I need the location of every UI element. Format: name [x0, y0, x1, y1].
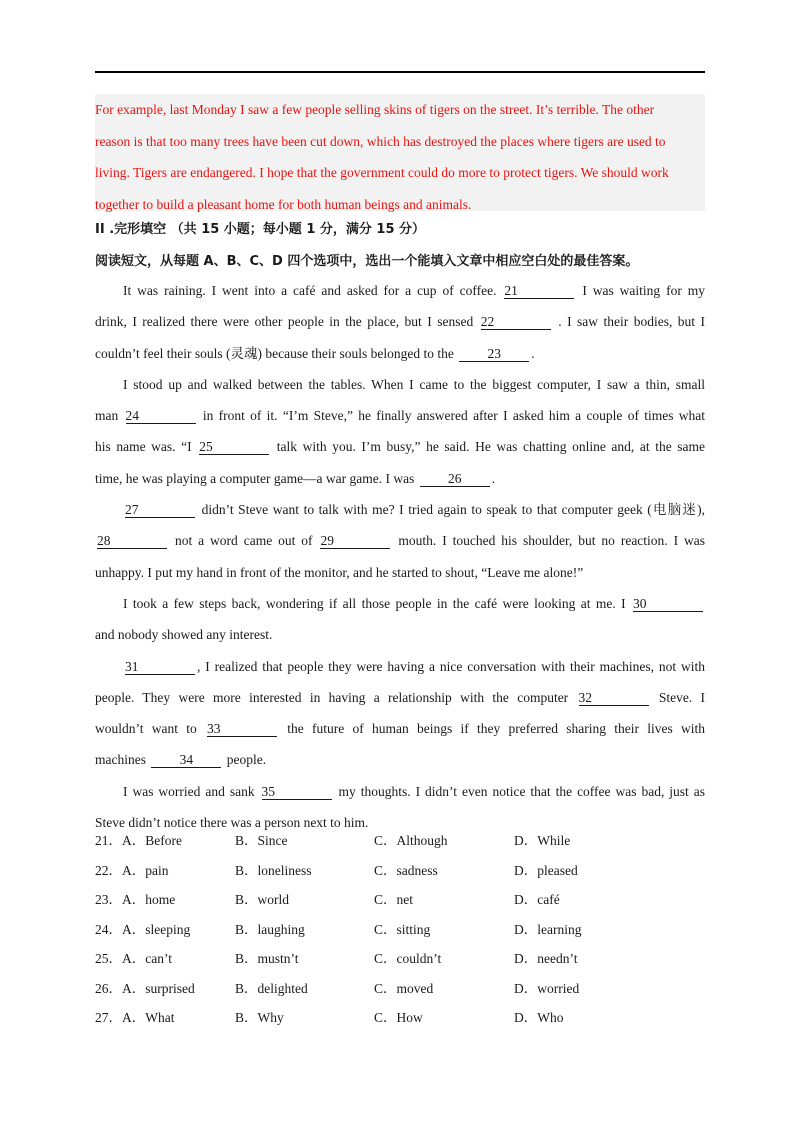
option-a: 22．A．pain — [95, 862, 169, 878]
answer-line-4: together to build a pleasant home for both human beings and animals. — [95, 196, 472, 212]
option-d: D．café — [514, 892, 560, 907]
option-b: B．Since — [235, 833, 288, 848]
passage-text: the future of human beings if they preferred sharing their lives with — [287, 721, 706, 737]
passage-text: his name was. “I — [95, 439, 192, 455]
passage-text: . — [531, 345, 535, 361]
blank-35: 35 — [262, 784, 332, 800]
option-d: D．Who — [514, 1010, 564, 1025]
section-title: II .完形填空 （共 15 小题；每小题 1 分，满分 15 分） — [95, 222, 426, 237]
option-a: 23．A．home — [95, 892, 176, 907]
passage-text: didn’t Steve want to talk with me? I tried again to speak to that computer geek (电脑迷), — [201, 502, 706, 518]
passage-text: people. They were more interested in having a relationship with the computer — [95, 689, 569, 705]
option-c: C．moved — [374, 980, 434, 996]
option-b: B．loneliness — [235, 862, 312, 878]
blank-30: 30 — [633, 596, 703, 612]
answer-line-3: living. Tigers are endangered. I hope that the government could do more to protect tigers. We should work — [95, 165, 669, 180]
passage-line — [95, 275, 705, 306]
instruction: 阅读短文，从每题 A、B、C、D 四个选项中，选出一个能填入文章中相应空白处的最佳答案。 — [95, 254, 639, 269]
question-row — [95, 944, 705, 974]
question-row — [95, 974, 705, 1004]
passage-text: I was worried and sank — [123, 783, 255, 799]
passage-line — [95, 431, 705, 462]
passage-text: I stood up and walked between the tables. When I came to the biggest computer, I saw a thin, small — [123, 376, 705, 392]
option-c: C．sitting — [374, 921, 431, 937]
blank-26: 26 — [420, 471, 490, 487]
blank-29: 29 — [320, 533, 390, 549]
passage-text: in front of it. “I’m Steve,” he finally answered after I asked him a couple of times what — [202, 408, 706, 424]
passage-line — [95, 306, 705, 337]
blank-27: 27 — [125, 502, 195, 518]
option-d: D．worried — [514, 980, 580, 996]
passage-text: people. — [226, 752, 267, 768]
sample-answer-box — [95, 94, 705, 211]
option-d: D．pleased — [514, 862, 578, 878]
option-b: B．mustn’t — [235, 951, 299, 966]
passage-line — [95, 463, 705, 494]
passage-text: talk with you. I’m busy,” he said. He was chatting online and, at the same — [276, 439, 706, 455]
passage-text: couldn’t feel their souls (灵魂) because their souls belonged to the — [95, 345, 454, 361]
option-c: C．sadness — [374, 862, 438, 878]
passage-line — [95, 557, 705, 588]
option-a: 24．A．sleeping — [95, 921, 191, 937]
passage-line — [95, 651, 705, 682]
blank-25: 25 — [199, 439, 269, 455]
option-a: 25．A．can’t — [95, 951, 172, 966]
question-row — [95, 826, 705, 856]
passage-text: wouldn’t want to — [95, 721, 197, 737]
passage-line — [95, 369, 705, 400]
option-a: 26．A．surprised — [95, 980, 195, 996]
passage-line — [95, 619, 705, 650]
passage-line — [95, 588, 705, 619]
option-a: 21．A．Before — [95, 833, 182, 848]
blank-28: 28 — [97, 533, 167, 549]
passage-text: mouth. I touched his shoulder, but no reaction. I was — [398, 533, 706, 549]
passage-text: and nobody showed any interest. — [95, 627, 273, 643]
blank-21: 21 — [504, 283, 574, 299]
option-d: D．needn’t — [514, 951, 578, 966]
passage-text: unhappy. I put my hand in front of the monitor, and he started to shout, “Leave me alone!” — [95, 564, 584, 580]
option-b: B．world — [235, 892, 289, 907]
passage-text: . — [491, 470, 496, 486]
passage-line — [95, 776, 705, 807]
passage-text: . I saw their bodies, but I — [558, 314, 706, 330]
question-row — [95, 1003, 705, 1033]
passage-line — [95, 682, 705, 713]
passage-text: Steve didn’t notice there was a person next to him. — [95, 815, 369, 831]
passage-text: I was waiting for my — [582, 283, 706, 298]
passage-line — [95, 338, 705, 369]
passage-line — [95, 713, 705, 744]
passage-text: Steve. I — [658, 689, 705, 705]
option-c: C．How — [374, 1010, 423, 1025]
blank-33: 33 — [207, 721, 277, 737]
option-c: C．couldn’t — [374, 951, 442, 966]
question-row — [95, 885, 705, 915]
passage-line — [95, 525, 705, 556]
question-row — [95, 915, 705, 945]
option-c: C．net — [374, 892, 413, 907]
option-b: B．delighted — [235, 980, 308, 996]
header-rule — [95, 71, 705, 73]
option-b: B．Why — [235, 1010, 284, 1025]
blank-31: 31 — [125, 659, 195, 675]
passage-text: It was raining. I went into a café and asked for a cup of coffee. — [123, 283, 497, 298]
passage-line — [95, 744, 705, 775]
blank-23: 23 — [459, 346, 529, 362]
blank-24: 24 — [126, 408, 196, 424]
passage-text: I took a few steps back, wondering if all those people in the café were looking at me. I — [123, 595, 626, 611]
passage-line — [95, 400, 705, 431]
passage-line — [95, 494, 705, 525]
passage-text: my thoughts. I didn’t even notice that the coffee was bad, just as — [338, 783, 706, 799]
blank-22: 22 — [481, 314, 551, 330]
option-b: B．laughing — [235, 921, 305, 937]
passage-text: not a word came out of — [174, 533, 313, 549]
blank-32: 32 — [579, 690, 649, 706]
question-options — [95, 826, 705, 1033]
question-row — [95, 856, 705, 886]
cloze-passage — [95, 275, 705, 838]
passage-text: drink, I realized there were other people in the place, but I sensed — [95, 314, 474, 330]
option-c: C．Although — [374, 833, 448, 848]
option-d: D．learning — [514, 921, 582, 937]
answer-line-1: For example, last Monday I saw a few people selling skins of tigers on the street. It’s terrible. The other — [95, 102, 655, 117]
answer-line-2: reason is that too many trees have been cut down, which has destroyed the places where tigers are used to — [95, 133, 666, 149]
option-a: 27．A．What — [95, 1010, 175, 1025]
option-d: D．While — [514, 833, 571, 848]
passage-text: , I realized that people they were having a nice conversation with their machines, not with — [197, 658, 705, 674]
blank-34: 34 — [151, 752, 221, 768]
passage-text: man — [95, 408, 119, 424]
passage-text: machines — [95, 752, 146, 768]
passage-text: time, he was playing a computer game—a war game. I was — [95, 470, 415, 486]
